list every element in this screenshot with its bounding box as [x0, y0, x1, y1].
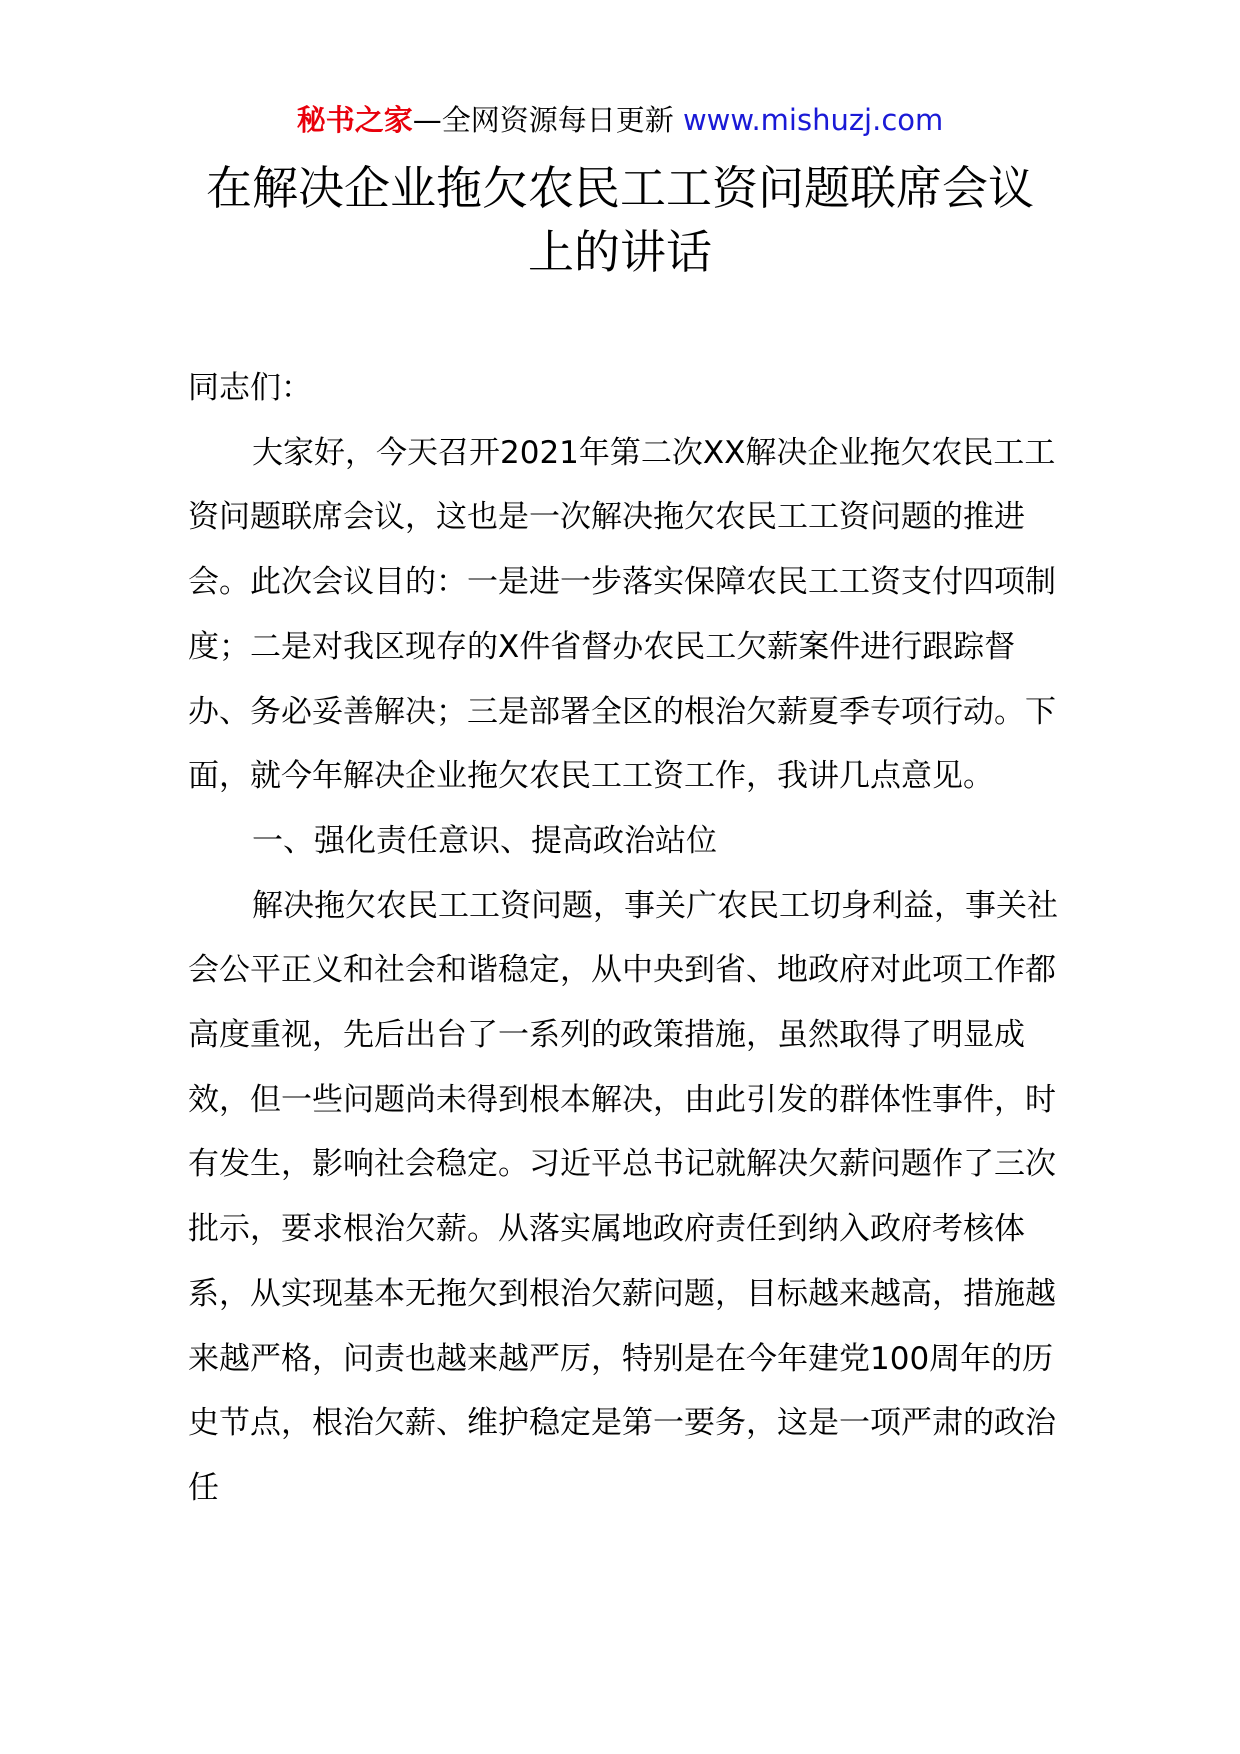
site-url-link[interactable]: www.mishuzj.com: [682, 103, 944, 137]
header-tagline: —全网资源每日更新: [412, 103, 683, 137]
title-line-2: 上的讲话: [528, 225, 712, 279]
salutation: 同志们：: [188, 370, 312, 406]
section-heading-1: 一、强化责任意识、提高政治站位: [252, 822, 717, 859]
paragraph-section-1: 解决拖欠农民工工资问题，事关广农民工切身利益，事关社会公平正义和社会和谐稳定，从中央到省、地政府对此项工作都高度重视，先后出台了一系列的政策措施，虽然取得了明显成效，但一些问题尚未得到根本解决，由此引发的群体性事件，时有发生，影响社会稳定。习近平总书记就解决欠薪问题作了三次批示，要求根治欠薪。从落实属地政府责任到纳入政府考核体系，从实现基本无拖欠到根治欠薪问题，目标越来越高，措施越来越严格，问责也越来越严厉，特别是在今年建党100周年的历史节点，根治欠薪、维护稳定是第一要务，这是一项严肃的政治任: [188, 887, 1058, 1506]
title-line-1: 在解决企业拖欠农民工工资问题联席会议: [206, 161, 1034, 215]
paragraph-intro: 大家好，今天召开2021年第二次XX解决企业拖欠农民工工资问题联席会议，这也是一次解决拖欠农民工工资问题的推进会。此次会议目的：一是进一步落实保障农民工工资支付四项制度；二是对我区现存的X件省督办农民工欠薪案件进行跟踪督办、务必妥善解决；三是部署全区的根治欠薪夏季专项行动。下面，就今年解决企业拖欠农民工工资工作，我讲几点意见。: [188, 434, 1056, 795]
document-title: [160, 156, 1080, 284]
document-body: [188, 356, 1068, 1521]
site-header: [0, 100, 1240, 140]
brand-name: 秘书之家: [296, 103, 413, 137]
